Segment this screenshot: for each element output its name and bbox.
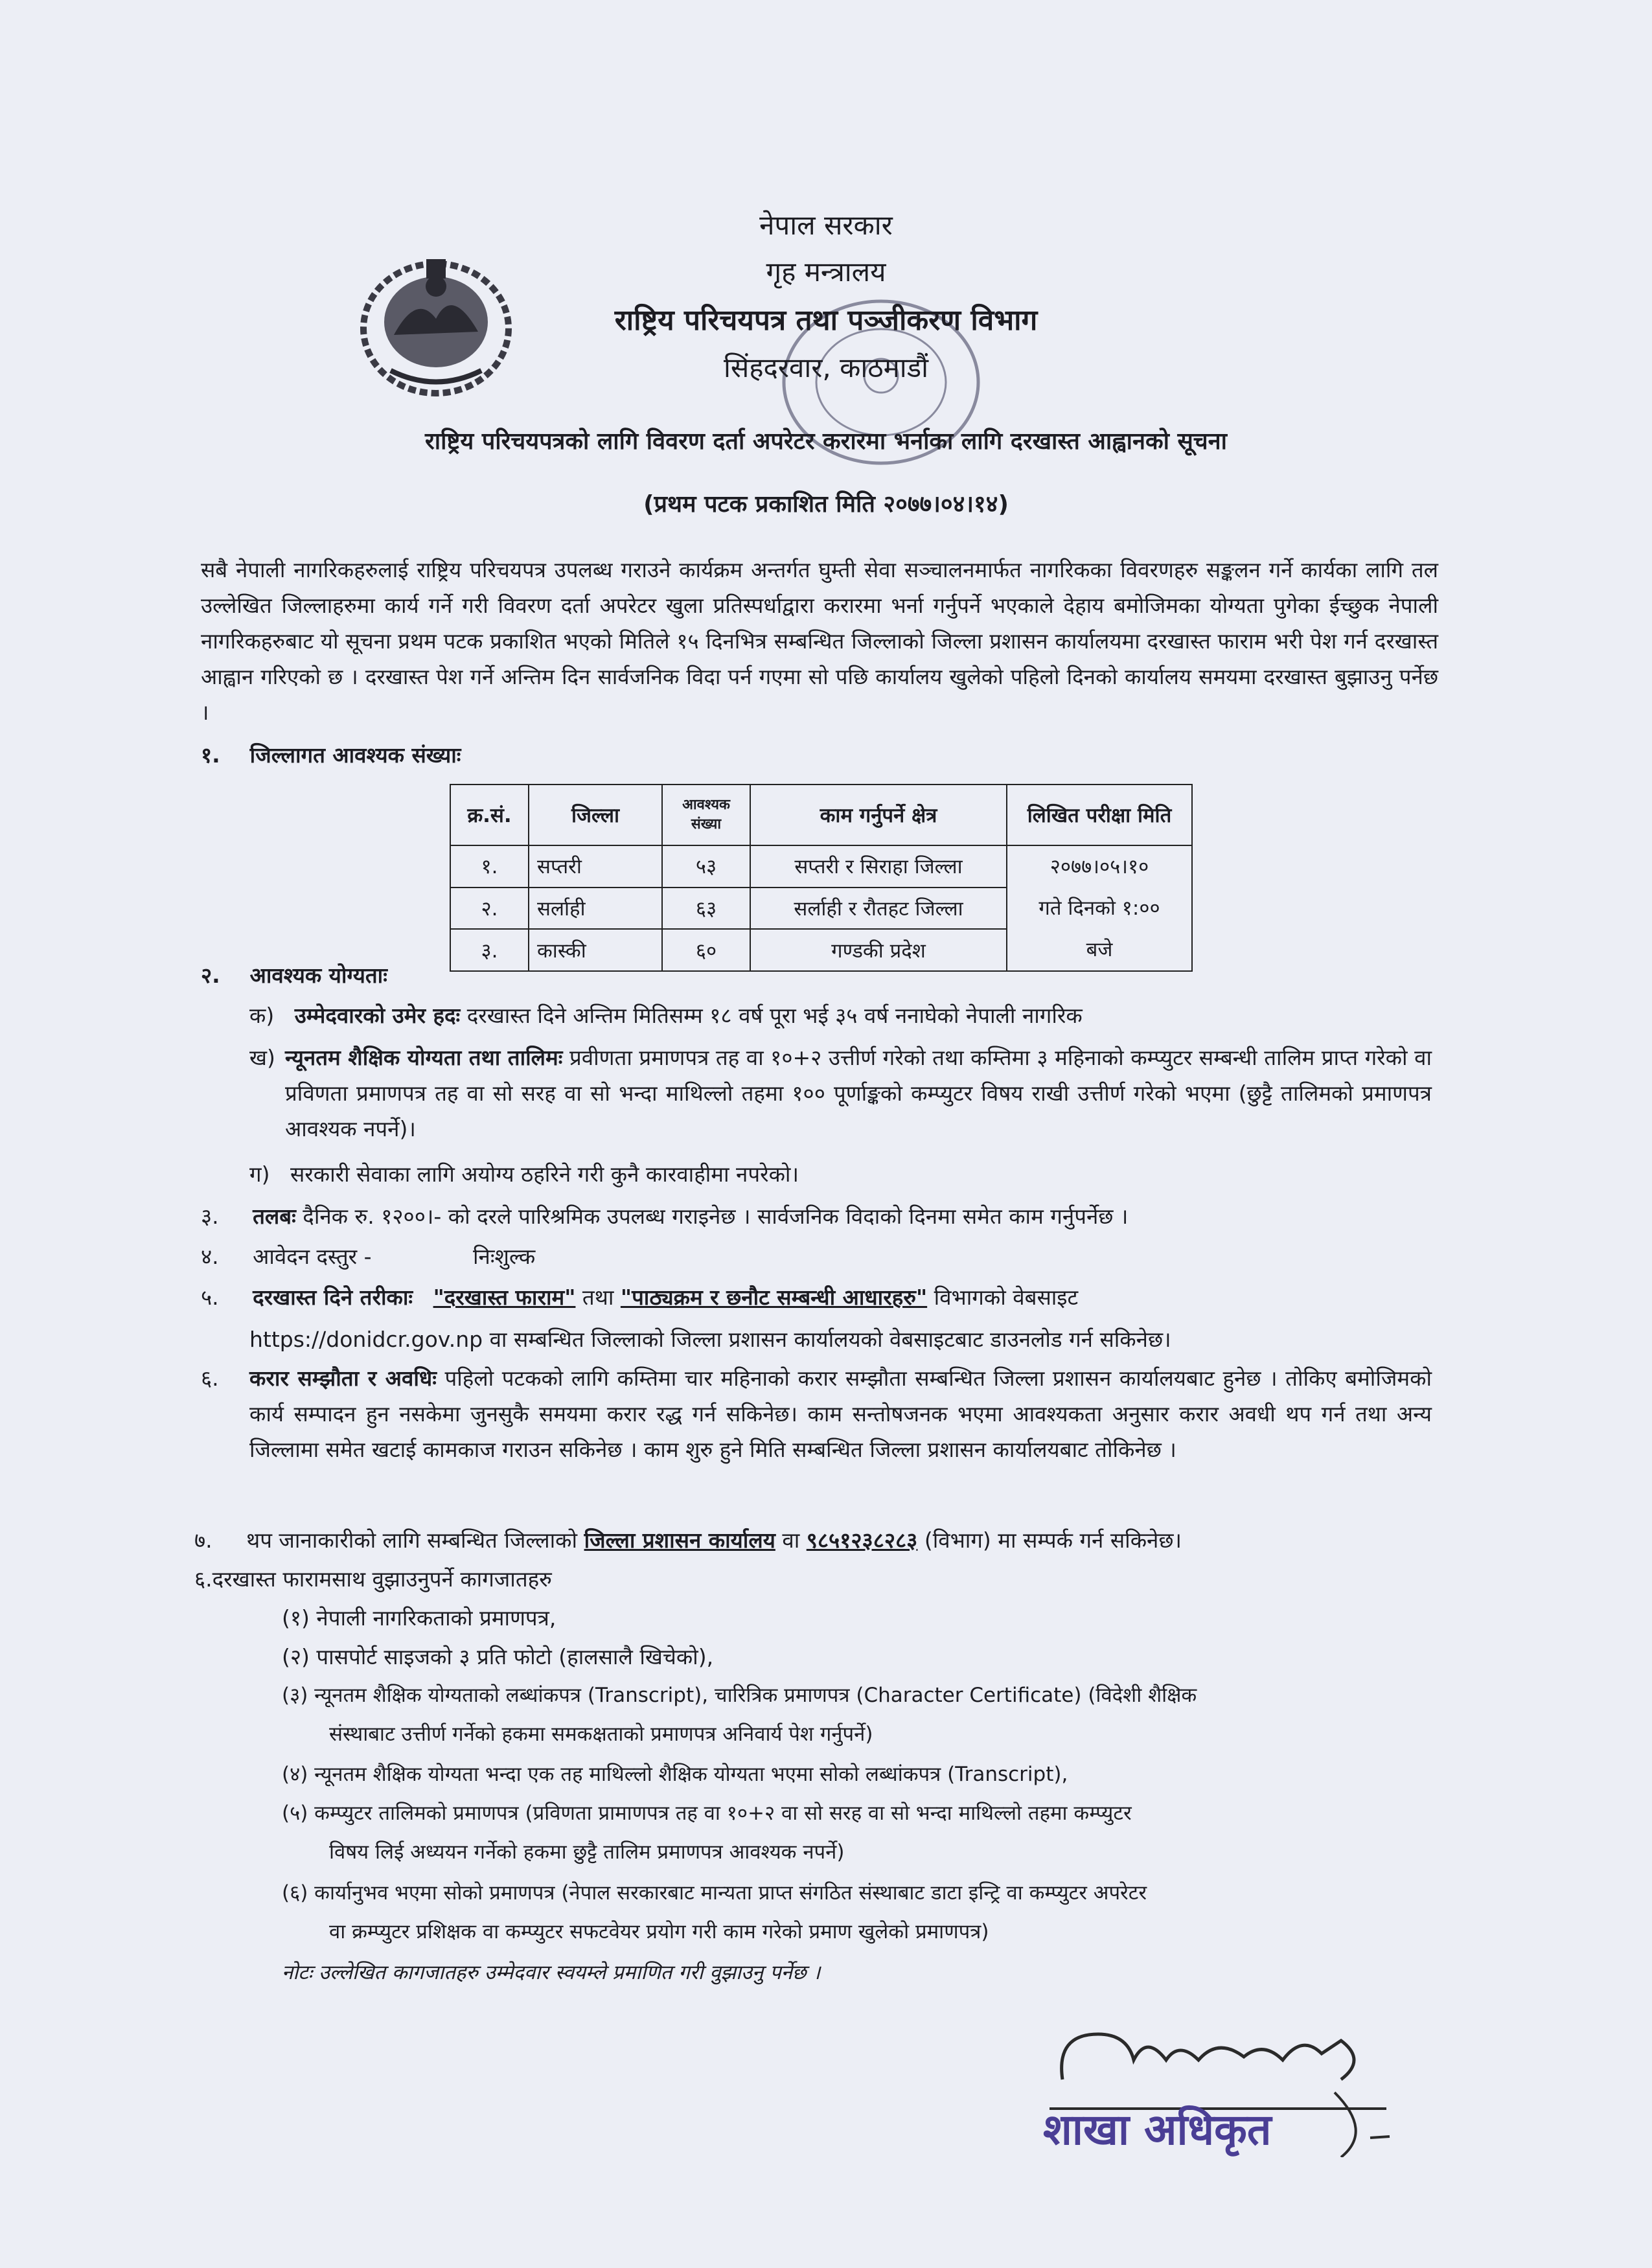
- header-exam-date: लिखित परीक्षा मिति: [1007, 785, 1192, 845]
- section-1-title: जिल्लागत आवश्यक संख्याः: [249, 742, 461, 768]
- document-text: कार्यानुभव भएमा सोको प्रमाणपत्र (नेपाल सरकारबाट मान्यता प्राप्त संगठित संस्थाबाट डाटा इन्ट्रि वा कम्प्युटर अपरेटर: [314, 1881, 1147, 1905]
- section-1-number: १.: [201, 742, 220, 768]
- age-requirement-label: उम्मेदवारको उमेर हदः: [294, 1003, 461, 1028]
- row-area: गण्डकी प्रदेश: [750, 929, 1007, 971]
- contact-pre: थप जानाकारीको लागि सम्बन्धित जिल्लाको: [246, 1528, 584, 1553]
- section-1-heading: [201, 737, 461, 773]
- header-count: आवश्यक संख्या: [662, 785, 750, 845]
- education-requirement-label: न्यूनतम शैक्षिक योग्यता तथा तालिमः: [285, 1045, 563, 1070]
- row-count: ६३: [662, 888, 750, 930]
- documents-note: नोटः उल्लेखित कागजातहरु उम्मेदवार स्वयम्ले प्रमाणित गरी वुझाउनु पर्नेछ ।: [282, 1961, 821, 1984]
- item-label: क): [249, 1003, 275, 1028]
- section-2-number: २.: [201, 963, 220, 988]
- document-number: (५): [282, 1802, 308, 1825]
- section-2-heading: [201, 957, 387, 993]
- item-label: ग): [249, 1162, 270, 1187]
- district-requirements-table: [450, 784, 1193, 972]
- contact-phone[interactable]: ९८५१२३८२८३: [806, 1528, 918, 1553]
- row-district: सप्तरी: [529, 845, 662, 888]
- document-text: न्यूनतम शैक्षिक योग्यताको लब्धांकपत्र (Transcript), चारित्रिक प्रमाणपत्र (Character Certificate) (विदेशी शैक्षिक: [314, 1684, 1197, 1707]
- department-name: राष्ट्रिय परिचयपत्र तथा पञ्जीकरण विभाग: [614, 304, 1038, 337]
- table-row: [450, 845, 1192, 888]
- published-date: (प्रथम पटक प्रकाशित मिति २०७७।०४।१४): [643, 491, 1009, 518]
- section-6-number: ६.: [201, 1366, 219, 1391]
- row-count: ६०: [662, 929, 750, 971]
- conduct-requirement: [249, 1156, 799, 1192]
- ministry-name: गृह मन्त्रालय: [766, 256, 886, 288]
- salary-text: दैनिक रु. १२००।- को दरले पारिश्रमिक उपलब्ध गराइनेछ । सार्वजनिक विदाको दिनमा समेत काम गर्नुपर्नेछ ।: [295, 1204, 1129, 1229]
- document-item-6-cont: वा क्रम्प्युटर प्रशिक्षक वा कम्प्युटर सफटवेयर प्रयोग गरी काम गरेको प्रमाण खुलेको प्रमाणपत्र): [329, 1920, 989, 1943]
- application-method-section: [201, 1279, 1078, 1315]
- document-text: पासपोर्ट साइजको ३ प्रति फोटो (हालसालै खिचेको),: [316, 1644, 714, 1669]
- row-count: ५३: [662, 845, 750, 888]
- document-number: (४): [282, 1763, 308, 1786]
- age-requirement-text: दरखास्त दिने अन्तिम मितिसम्म १८ वर्ष पूरा भई ३५ वर्ष ननाघेको नेपाली नागरिक: [460, 1003, 1083, 1028]
- table-header-row: [450, 785, 1192, 845]
- document-item-3-cont: संस्थाबाट उत्तीर्ण गर्नेको हकमा समकक्षताको प्रमाणपत्र अनिवार्य पेश गर्नुपर्ने): [329, 1723, 873, 1746]
- district-office-link[interactable]: जिल्ला प्रशासन कार्यालय: [584, 1528, 775, 1553]
- application-form-link[interactable]: "दरखास्त फाराम": [433, 1285, 576, 1310]
- document-item-2: [282, 1639, 713, 1675]
- age-requirement: [249, 998, 1083, 1033]
- contact-post: (विभाग) मा सम्पर्क गर्न सकिनेछ।: [917, 1528, 1182, 1553]
- application-fee-section: [201, 1239, 372, 1274]
- exam-date-cell: [1007, 845, 1192, 971]
- application-fee-value: निःशुल्क: [473, 1244, 536, 1269]
- section-3-number: ३.: [201, 1204, 219, 1229]
- exam-date-line-1: २०७७।०५।१०: [1050, 855, 1149, 878]
- contact-section: [194, 1522, 1182, 1558]
- application-method-after: विभागको वेबसाइट: [927, 1285, 1079, 1310]
- government-name: नेपाल सरकार: [759, 209, 893, 241]
- document-number: (१): [282, 1605, 310, 1631]
- document-number: (३): [282, 1684, 308, 1707]
- contract-text: पहिलो पटकको लागि कम्तिमा चार महिनाको करार सम्झौता सम्बन्धित जिल्ला प्रशासन कार्यालयबाट हुनेछ । तोकिए बमोजिमको कार्य सम्पादन हुन नसकेमा जुनसुकै समयमा करार रद्ध गर्न सकिनेछ। काम सन्तोषजनक भएमा आवश्यकता अनुसार करार अवधी थप गर्न तथा अन्य जिल्लामा समेत खटाई कामकाज गराउन सकिनेछ । काम शुरु हुने मिति सम्बन्धित जिल्ला प्रशासन कार्यालयबाट तोकिनेछ ।: [249, 1366, 1432, 1462]
- row-sn: १.: [450, 845, 529, 888]
- document-item-1: [282, 1600, 556, 1636]
- documents-heading: ६.दरखास्त फारामसाथ वुझाउनुपर्ने कागजातहरु: [194, 1566, 552, 1592]
- document-text: कम्प्युटर तालिमको प्रमाणपत्र (प्रविणता प्रामाणपत्र तह वा १०+२ वा सो सरह वा सो भन्दा माथिल्लो तहमा कम्प्युटर: [314, 1802, 1132, 1825]
- application-method-label: दरखास्त दिने तरीकाः: [253, 1285, 413, 1310]
- header-sn: क्र.सं.: [450, 785, 529, 845]
- section-officer-stamp: शाखा अधिकृत: [1043, 2105, 1272, 2155]
- document-item-5-cont: विषय लिई अध्ययन गर्नेको हकमा छुट्टै तालिम प्रमाणपत्र आवश्यक नपर्ने): [329, 1840, 845, 1864]
- row-district: कास्की: [529, 929, 662, 971]
- section-4-number: ४.: [201, 1244, 219, 1269]
- item-label: ख): [249, 1045, 275, 1070]
- notice-title: राष्ट्रिय परिचयपत्रको लागि विवरण दर्ता अपरेटर करारमा भर्नाका लागि दरखास्त आह्वानको सूचना: [425, 428, 1227, 455]
- intro-paragraph: सबै नेपाली नागरिकहरुलाई राष्ट्रिय परिचयपत्र उपलब्ध गराउने कार्यक्रम अन्तर्गत घुम्ती सेवा सञ्चालनमार्फत नागरिकका विवरणहरु सङ्कलन गर्ने कार्यका लागि तल उल्लेखित जिल्लाहरुमा कार्य गर्ने गरी विवरण दर्ता अपरेटर खुला प्रतिस्पर्धाद्वारा करारमा भर्ना गर्नुपर्ने भएकाले देहाय बमोजिमका योग्यता पुगेका ईच्छुक नेपाली नागरिकहरुबाट यो सूचना प्रथम पटक प्रकाशित भएको मितिले १५ दिनभित्र सम्बन्धित जिल्लाको जिल्ला प्रशासन कार्यालयमा दरखास्त फाराम भरी पेश गर्न दरखास्त आह्वान गरिएको छ । दरखास्त पेश गर्ने अन्तिम दिन सार्वजनिक विदा पर्न गएमा सो पछि कार्यालय खुलेको पहिलो दिनको कार्यालय समयमा दरखास्त बुझाउनु पर्नेछ ।: [201, 557, 1438, 725]
- header-district: जिल्ला: [529, 785, 662, 845]
- header-area: काम गर्नुपर्ने क्षेत्र: [750, 785, 1007, 845]
- document-item-4: [282, 1757, 1068, 1793]
- contract-section: [249, 1360, 1432, 1467]
- row-area: सप्तरी र सिराहा जिल्ला: [750, 845, 1007, 888]
- document-item-3: [282, 1678, 1197, 1713]
- document-text: नेपाली नागरिकताको प्रमाणपत्र,: [316, 1605, 556, 1631]
- document-number: (२): [282, 1644, 310, 1669]
- contract-label: करार सम्झौता र अवधिः: [249, 1366, 437, 1391]
- row-sn: ३.: [450, 929, 529, 971]
- conduct-requirement-text: सरकारी सेवाका लागि अयोग्य ठहरिने गरी कुनै कारवाहीमा नपरेको।: [290, 1162, 799, 1187]
- row-district: सर्लाही: [529, 888, 662, 930]
- education-requirement-text: प्रवीणता प्रमाणपत्र तह वा १०+२ उत्तीर्ण गरेको तथा कम्तिमा ३ महिनाको कम्प्युटर सम्बन्धी तालिम प्राप्त गरेको वा प्रविणता प्रमाणपत्र तह वा सो सरह वा सो भन्दा माथिल्लो तहमा १०० पूर्णाङ्कको कम्प्युटर विषय राखी उत्तीर्ण गरेको भएमा (छुट्टै तालिमको प्रमाणपत्र आवश्यक नपर्ने)।: [285, 1045, 1432, 1141]
- application-method-mid: तथा: [575, 1285, 621, 1310]
- education-requirement: [285, 1040, 1432, 1147]
- document-item-5: [282, 1796, 1132, 1831]
- exam-date-line-3: बजे: [1086, 938, 1113, 961]
- application-fee-label: आवेदन दस्तुर -: [253, 1244, 372, 1269]
- row-area: सर्लाही र रौतहट जिल्ला: [750, 888, 1007, 930]
- syllabus-link[interactable]: "पाठ्यक्रम र छनौट सम्बन्धी आधारहरु": [620, 1285, 928, 1310]
- section-5-number: ५.: [201, 1285, 219, 1310]
- document-text: न्यूनतम शैक्षिक योग्यता भन्दा एक तह माथिल्लो शैक्षिक योग्यता भएमा सोको लब्धांकपत्र (Transcript),: [314, 1763, 1068, 1786]
- document-number: (६): [282, 1881, 308, 1905]
- row-sn: २.: [450, 888, 529, 930]
- section-2-title: आवश्यक योग्यताः: [249, 963, 387, 988]
- salary-label: तलबः: [253, 1204, 296, 1229]
- website-download-line: https://donidcr.gov.np वा सम्बन्धित जिल्लाको जिल्ला प्रशासन कार्यालयको वेबसाइटबाट डाउनलोड गर्न सकिनेछ।: [249, 1327, 1171, 1352]
- office-location: सिंहदरवार, काठमाडौं: [723, 352, 929, 384]
- salary-section: [201, 1198, 1128, 1234]
- document-item-6: [282, 1875, 1147, 1911]
- contact-mid: वा: [775, 1528, 807, 1553]
- exam-date-line-2: गते दिनको १:००: [1038, 897, 1160, 920]
- section-7-number: ७.: [194, 1528, 212, 1553]
